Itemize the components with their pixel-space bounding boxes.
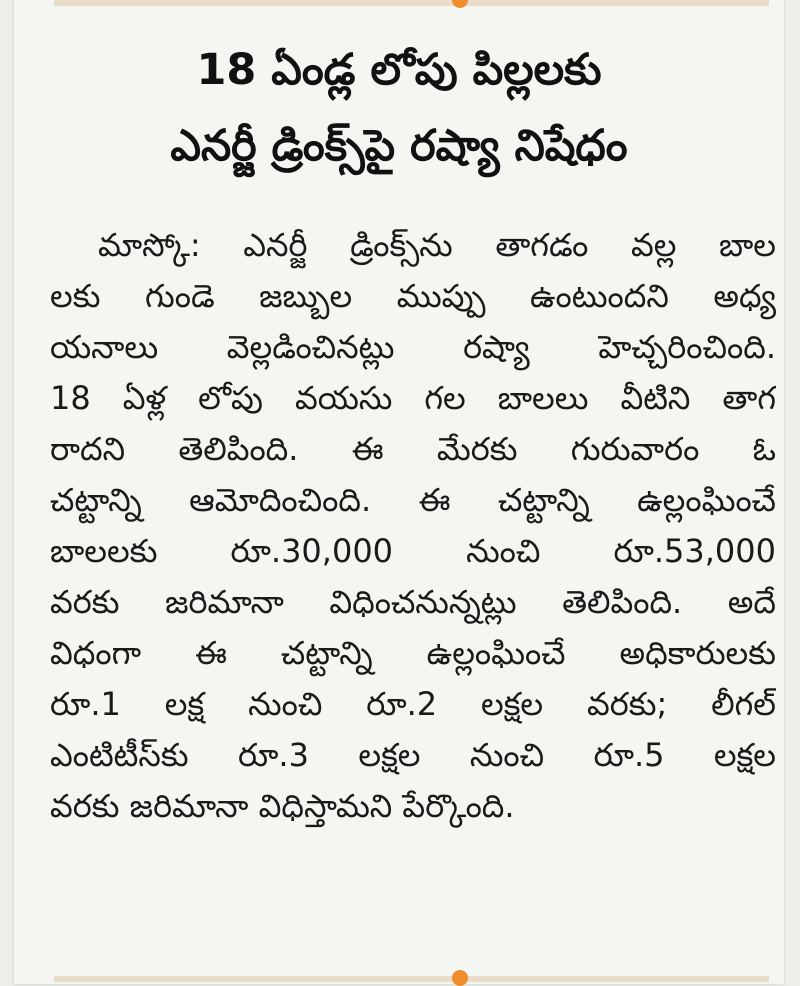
body-line: రూ.1 లక్ష నుంచి రూ.2 లక్షల వరకు; లీగల్: [50, 685, 776, 723]
headline-line-1: 18 ఏండ్ల లోపు పిల్లలకు: [196, 45, 602, 95]
body-line: 18 ఏళ్ల లోపు వయసు గల బాలలు వీటిని తాగ: [50, 379, 776, 417]
body-line: వరకు జరిమానా విధిస్తామని పేర్కొంది.: [50, 787, 515, 825]
body-line: రాదని తెలిపింది. ఈ మేరకు గురువారం ఓ: [50, 430, 776, 468]
body-line: యనాలు వెల్లడించినట్లు రష్యా హెచ్చరించింది.: [50, 328, 776, 366]
body-line: మాస్కో: ఎనర్జీ డ్రింక్స్‌ను తాగడం వల్ల బాల: [98, 226, 776, 264]
article-body: [50, 220, 776, 832]
body-line: చట్టాన్ని ఆమోదించింది. ఈ చట్టాన్ని ఉల్లంఘించే: [50, 481, 776, 519]
headline: [44, 32, 754, 184]
body-line: విధంగా ఈ చట్టాన్ని ఉల్లంఘించే అధికారులకు: [50, 634, 776, 672]
headline-line-2: ఎనర్జీ డ్రింక్స్‌పై రష్యా నిషేధం: [170, 121, 628, 171]
bottom-divider: [54, 976, 769, 982]
top-divider: [54, 0, 769, 6]
top-accent-dot: [452, 0, 468, 8]
body-line: ఎంటిటీస్‌కు రూ.3 లక్షల నుంచి రూ.5 లక్షల: [50, 736, 776, 774]
body-line: లకు గుండె జబ్బుల ముప్పు ఉంటుందని అధ్య: [50, 277, 776, 315]
body-line: వరకు జరిమానా విధించనున్నట్లు తెలిపింది. అదే: [50, 583, 776, 621]
news-clipping: [14, 0, 784, 984]
body-line: బాలలకు రూ.30,000 నుంచి రూ.53,000: [50, 532, 776, 570]
